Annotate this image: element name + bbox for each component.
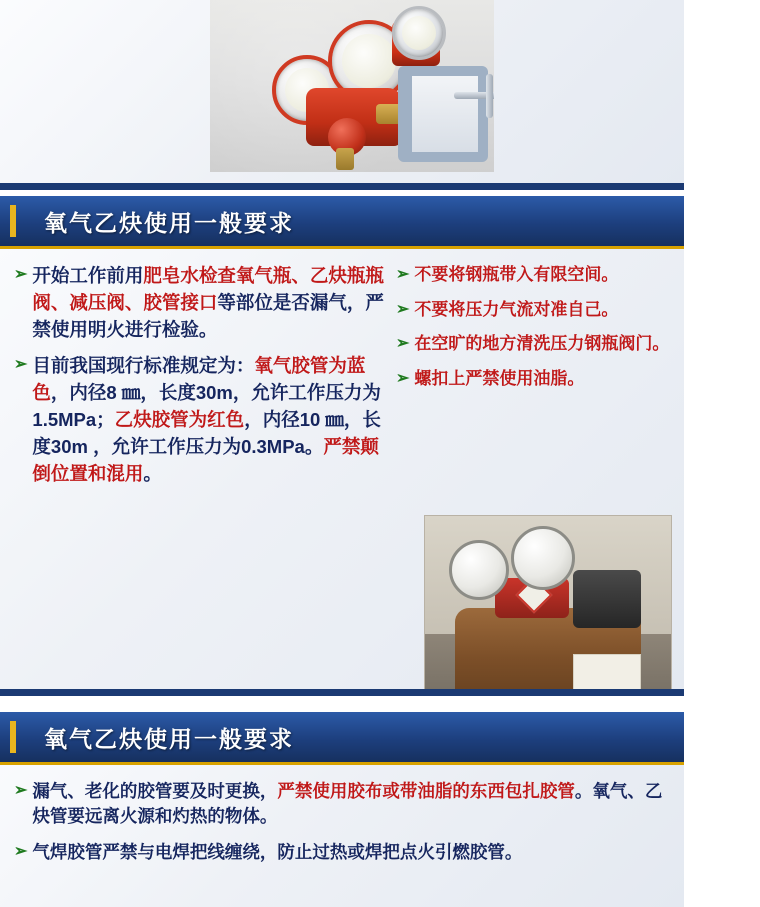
title-accent-bar (10, 205, 16, 237)
page-right-margin (684, 0, 760, 907)
slide-body (0, 249, 684, 689)
photo2-valve-block (573, 570, 641, 628)
right-column (396, 263, 678, 402)
oxygen-regulator-photo (210, 0, 494, 172)
bullet-marker-icon: ➢ (396, 266, 410, 283)
bullet-marker-icon: ➢ (14, 266, 28, 283)
slide-title-bar (0, 196, 684, 249)
bullet-text: 螺扣上严禁使用油脂。 (414, 368, 585, 388)
photo-handle-cross (486, 74, 493, 118)
bullet-marker-icon: ➢ (396, 369, 410, 387)
slide-bottom-bar (0, 689, 684, 696)
list-item (14, 353, 386, 487)
page-title: 氧气乙炔使用一般要求 (44, 210, 294, 236)
bullet-text: 漏气、老化的胶管要及时更换，严禁使用胶布或带油脂的东西包扎胶管。氧气、乙炔管要远离火源和灼热的物体。 (32, 781, 663, 827)
left-column (14, 263, 386, 498)
slide-photo-only (0, 0, 684, 190)
list-item (396, 298, 678, 323)
list-item (396, 332, 678, 357)
list-item (14, 779, 668, 830)
bullet-marker-icon: ➢ (14, 842, 28, 860)
slide-separator-2 (0, 696, 684, 712)
bullet-marker-icon: ➢ (396, 300, 410, 318)
photo-gauge-small (392, 6, 446, 60)
bullet-text: 在空旷的地方清洗压力钢瓶阀门。 (414, 334, 670, 354)
slide-bottom-bar (0, 183, 684, 190)
slide-general-requirements-1 (0, 196, 684, 696)
bullet-text: 气焊胶管严禁与电焊把线缠绕，防止过热或焊把点火引燃胶管。 (32, 841, 523, 862)
list-item (14, 263, 386, 343)
photo-outlet-stem (336, 148, 354, 170)
slide-general-requirements-2 (0, 712, 684, 907)
photo2-gauge-left (449, 540, 509, 600)
slide-body (0, 765, 684, 865)
bullet-marker-icon: ➢ (14, 782, 28, 799)
title-accent-bar (10, 721, 16, 753)
list-item (14, 840, 668, 865)
list-item (396, 367, 678, 392)
bullet-marker-icon: ➢ (396, 335, 410, 353)
photo-clamp (398, 66, 488, 162)
slide-title-bar (0, 712, 684, 765)
list-item (396, 263, 678, 288)
bullet-text: 不要将钢瓶带入有限空间。 (414, 265, 619, 284)
bullet-text: 目前我国现行标准规定为：氧气胶管为蓝色，内径8 ㎜，长度30m，允许工作压力为1.5MPa；乙炔胶管为红色，内径10 ㎜，长度30m ，允许工作压力为0.3MPa。严禁颠倒位置和混用。 (32, 355, 381, 484)
gas-cylinder-regulator-photo (424, 515, 672, 696)
bullet-text: 不要将压力气流对准自己。 (414, 299, 619, 319)
bullet-marker-icon: ➢ (14, 356, 28, 374)
bullet-text: 开始工作前用肥皂水检查氧气瓶、乙炔瓶瓶阀、减压阀、胶管接口等部位是否漏气，严禁使用明火进行检验。 (32, 265, 384, 340)
photo2-gauge-right (511, 526, 575, 590)
page-title: 氧气乙炔使用一般要求 (44, 726, 294, 752)
